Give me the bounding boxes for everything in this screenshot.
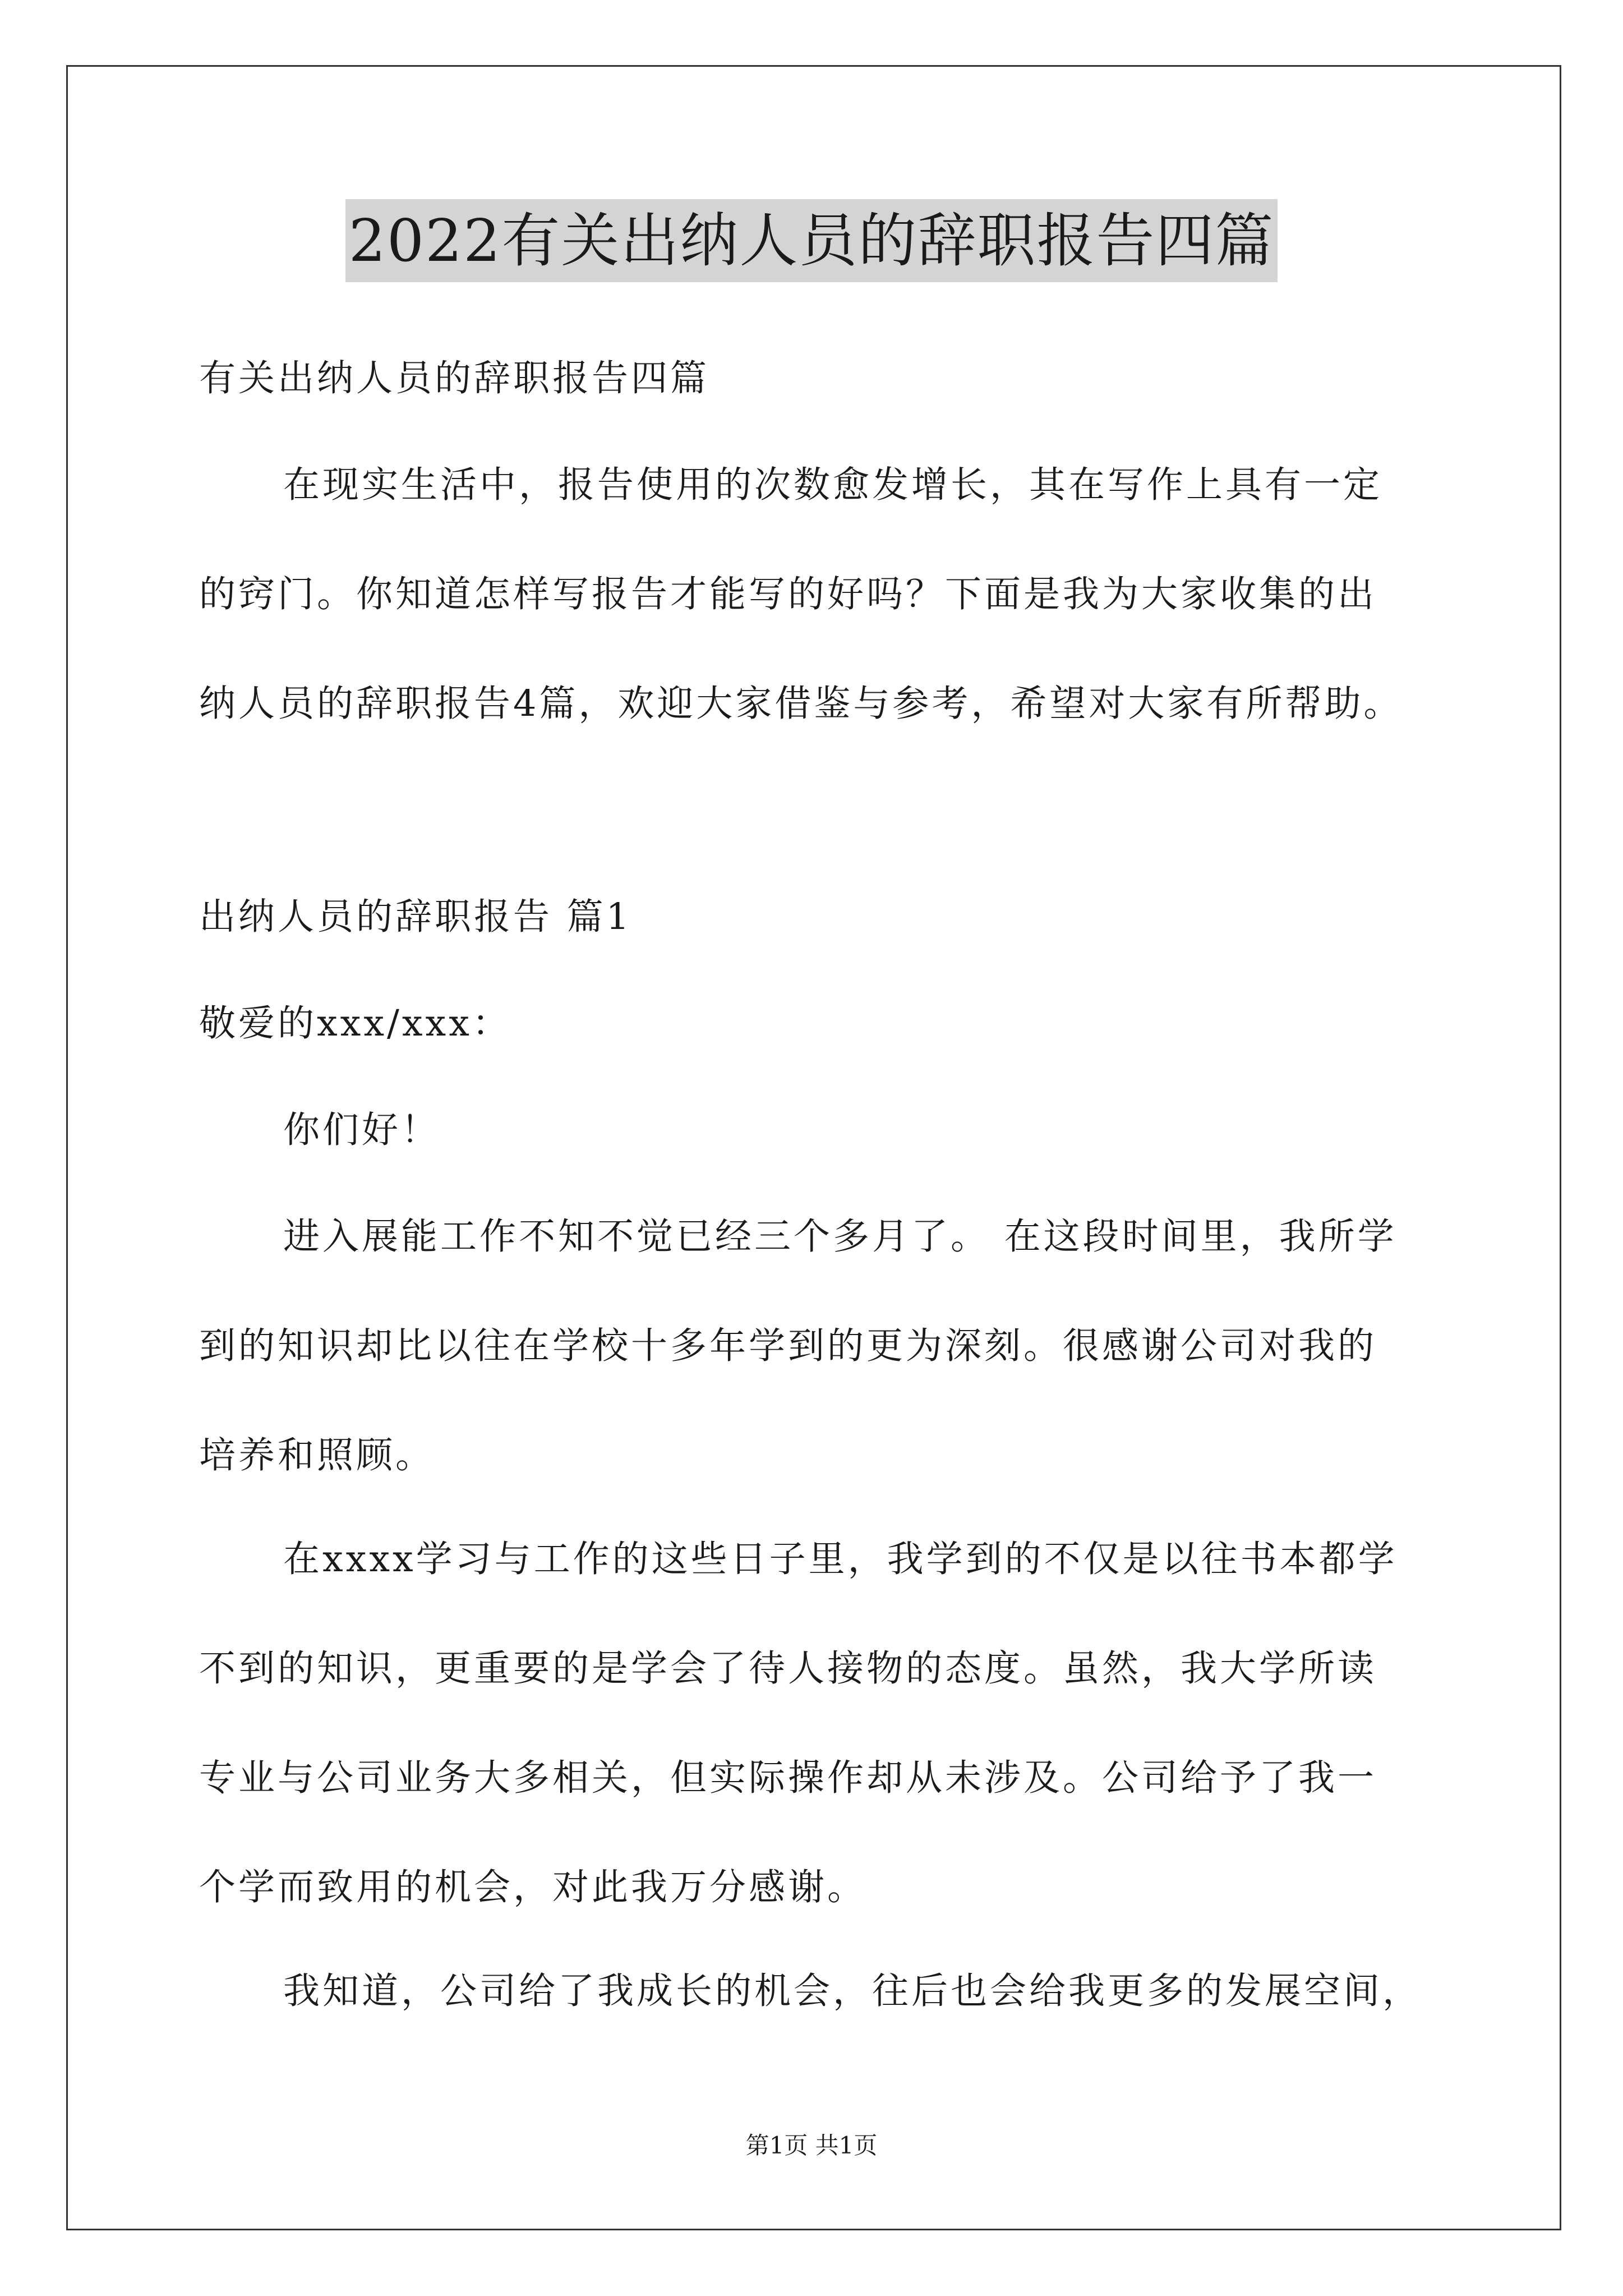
- greeting: 你们好！: [283, 1109, 441, 1151]
- section-heading: 出纳人员的辞职报告 篇1: [199, 896, 633, 938]
- document-title: 2022有关出纳人员的辞职报告四篇: [345, 199, 1278, 282]
- paragraph-line: 个学而致用的机会，对此我万分感谢。: [199, 1866, 867, 1908]
- paragraph-line: 在xxxx学习与工作的这些日子里，我学到的不仅是以往书本都学: [283, 1538, 1398, 1580]
- paragraph-line: 不到的知识，更重要的是学会了待人接物的态度。虽然，我大学所读: [199, 1648, 1377, 1690]
- paragraph-line: 纳人员的辞职报告4篇，欢迎大家借鉴与参考，希望对大家有所帮助。: [199, 683, 1403, 725]
- paragraph-line: 在现实生活中，报告使用的次数愈发增长，其在写作上具有一定: [283, 464, 1383, 506]
- paragraph-line: 我知道，公司给了我成长的机会，往后也会给我更多的发展空间，: [283, 1970, 1422, 2012]
- paragraph-line: 到的知识却比以往在学校十多年学到的更为深刻。很感谢公司对我的: [199, 1325, 1377, 1367]
- paragraph-line: 培养和照顾。: [199, 1434, 435, 1476]
- page-footer: 第1页 共1页: [745, 2132, 878, 2159]
- paragraph-line: 进入展能工作不知不觉已经三个多月了。 在这段时间里，我所学: [283, 1216, 1397, 1258]
- salutation: 敬爱的xxx/xxx：: [199, 1002, 511, 1045]
- paragraph-line: 的窍门。你知道怎样写报告才能写的好吗？下面是我为大家收集的出: [199, 573, 1377, 615]
- paragraph-line: 专业与公司业务大多相关，但实际操作却从未涉及。公司给予了我一: [199, 1757, 1377, 1799]
- subtitle: 有关出纳人员的辞职报告四篇: [199, 357, 710, 399]
- title-container: [0, 199, 1623, 282]
